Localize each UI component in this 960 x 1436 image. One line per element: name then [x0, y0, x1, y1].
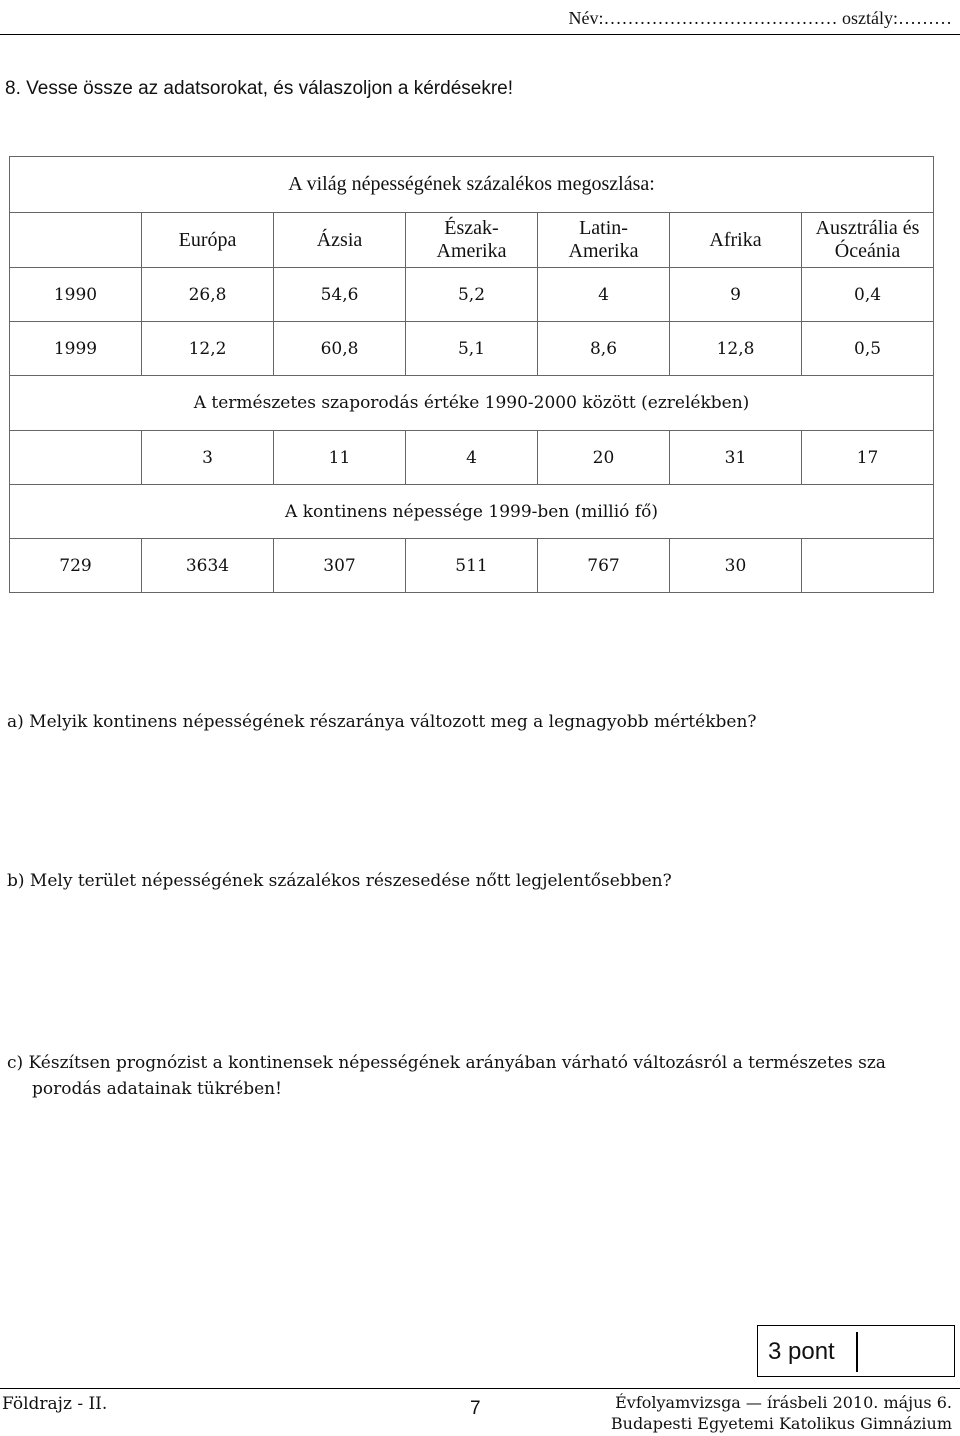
row-year: 1999 — [10, 322, 142, 376]
empty-corner-cell — [10, 213, 142, 268]
question-c-line1: c) Készítsen prognózist a kontinensek népességének arányában várható változásról a természetes sza — [7, 1053, 886, 1073]
population-table — [9, 156, 934, 593]
table-cell: 11 — [274, 431, 406, 485]
empty-cell — [10, 431, 142, 485]
page-number: 7 — [470, 1398, 481, 1419]
column-header: Ausztrália és Óceánia — [802, 213, 934, 268]
task-title: 8. Vesse össze az adatsorokat, és válaszoljon a kérdésekre! — [5, 78, 513, 99]
footer-rule — [0, 1388, 960, 1389]
column-header: Észak- Amerika — [406, 213, 538, 268]
score-box — [757, 1325, 955, 1377]
table-row — [10, 431, 934, 485]
score-label: 3 pont — [768, 1338, 835, 1365]
table-cell: 511 — [406, 539, 538, 593]
empty-cell — [802, 539, 934, 593]
question-a: a) Melyik kontinens népességének részaránya változott meg a legnagyobb mértékben? — [7, 712, 757, 732]
table-cell: 3 — [142, 431, 274, 485]
footer-exam-info — [611, 1392, 952, 1434]
table-title: A világ népességének százalékos megoszlása: — [10, 157, 934, 213]
table-cell: 30 — [670, 539, 802, 593]
footer-school: Budapesti Egyetemi Katolikus Gimnázium — [610, 1414, 952, 1433]
column-header: Latin- Amerika — [538, 213, 670, 268]
table-cell: 307 — [274, 539, 406, 593]
table-cell: 0,5 — [802, 322, 934, 376]
header-rule — [0, 34, 960, 35]
section-title-growth: A természetes szaporodás értéke 1990-2000 között (ezrelékben) — [10, 376, 934, 431]
footer-subject: Földrajz - II. — [2, 1394, 108, 1414]
column-header: Ázsia — [274, 213, 406, 268]
table-cell: 60,8 — [274, 322, 406, 376]
column-header: Afrika — [670, 213, 802, 268]
question-c-line2: porodás adatainak tükrében! — [32, 1079, 282, 1099]
score-entry-mark — [856, 1332, 858, 1372]
table-row — [10, 322, 934, 376]
column-header: Európa — [142, 213, 274, 268]
section-title-population: A kontinens népessége 1999-ben (millió fő) — [10, 485, 934, 539]
table-cell: 20 — [538, 431, 670, 485]
table-cell: 54,6 — [274, 268, 406, 322]
question-b: b) Mely terület népességének százalékos részesedése nőtt legjelentősebben? — [7, 871, 672, 891]
column-header-row — [10, 213, 934, 268]
table-cell: 0,4 — [802, 268, 934, 322]
table-cell: 26,8 — [142, 268, 274, 322]
table-cell: 4 — [406, 431, 538, 485]
question-c — [7, 1050, 886, 1102]
table-cell: 12,2 — [142, 322, 274, 376]
table-cell: 3634 — [142, 539, 274, 593]
table-cell: 5,2 — [406, 268, 538, 322]
table-row — [10, 268, 934, 322]
table-cell: 17 — [802, 431, 934, 485]
table-cell: 12,8 — [670, 322, 802, 376]
page-header — [0, 6, 960, 28]
footer-exam-date: Évfolyamvizsga — írásbeli 2010. május 6. — [615, 1393, 952, 1412]
row-year: 1990 — [10, 268, 142, 322]
table-row — [10, 539, 934, 593]
table-cell: 31 — [670, 431, 802, 485]
table-cell: 9 — [670, 268, 802, 322]
table-cell: 729 — [10, 539, 142, 593]
table-cell: 5,1 — [406, 322, 538, 376]
table-cell: 4 — [538, 268, 670, 322]
name-class-field: Név:………………………………… osztály:……… — [568, 8, 952, 28]
table-cell: 8,6 — [538, 322, 670, 376]
table-cell: 767 — [538, 539, 670, 593]
